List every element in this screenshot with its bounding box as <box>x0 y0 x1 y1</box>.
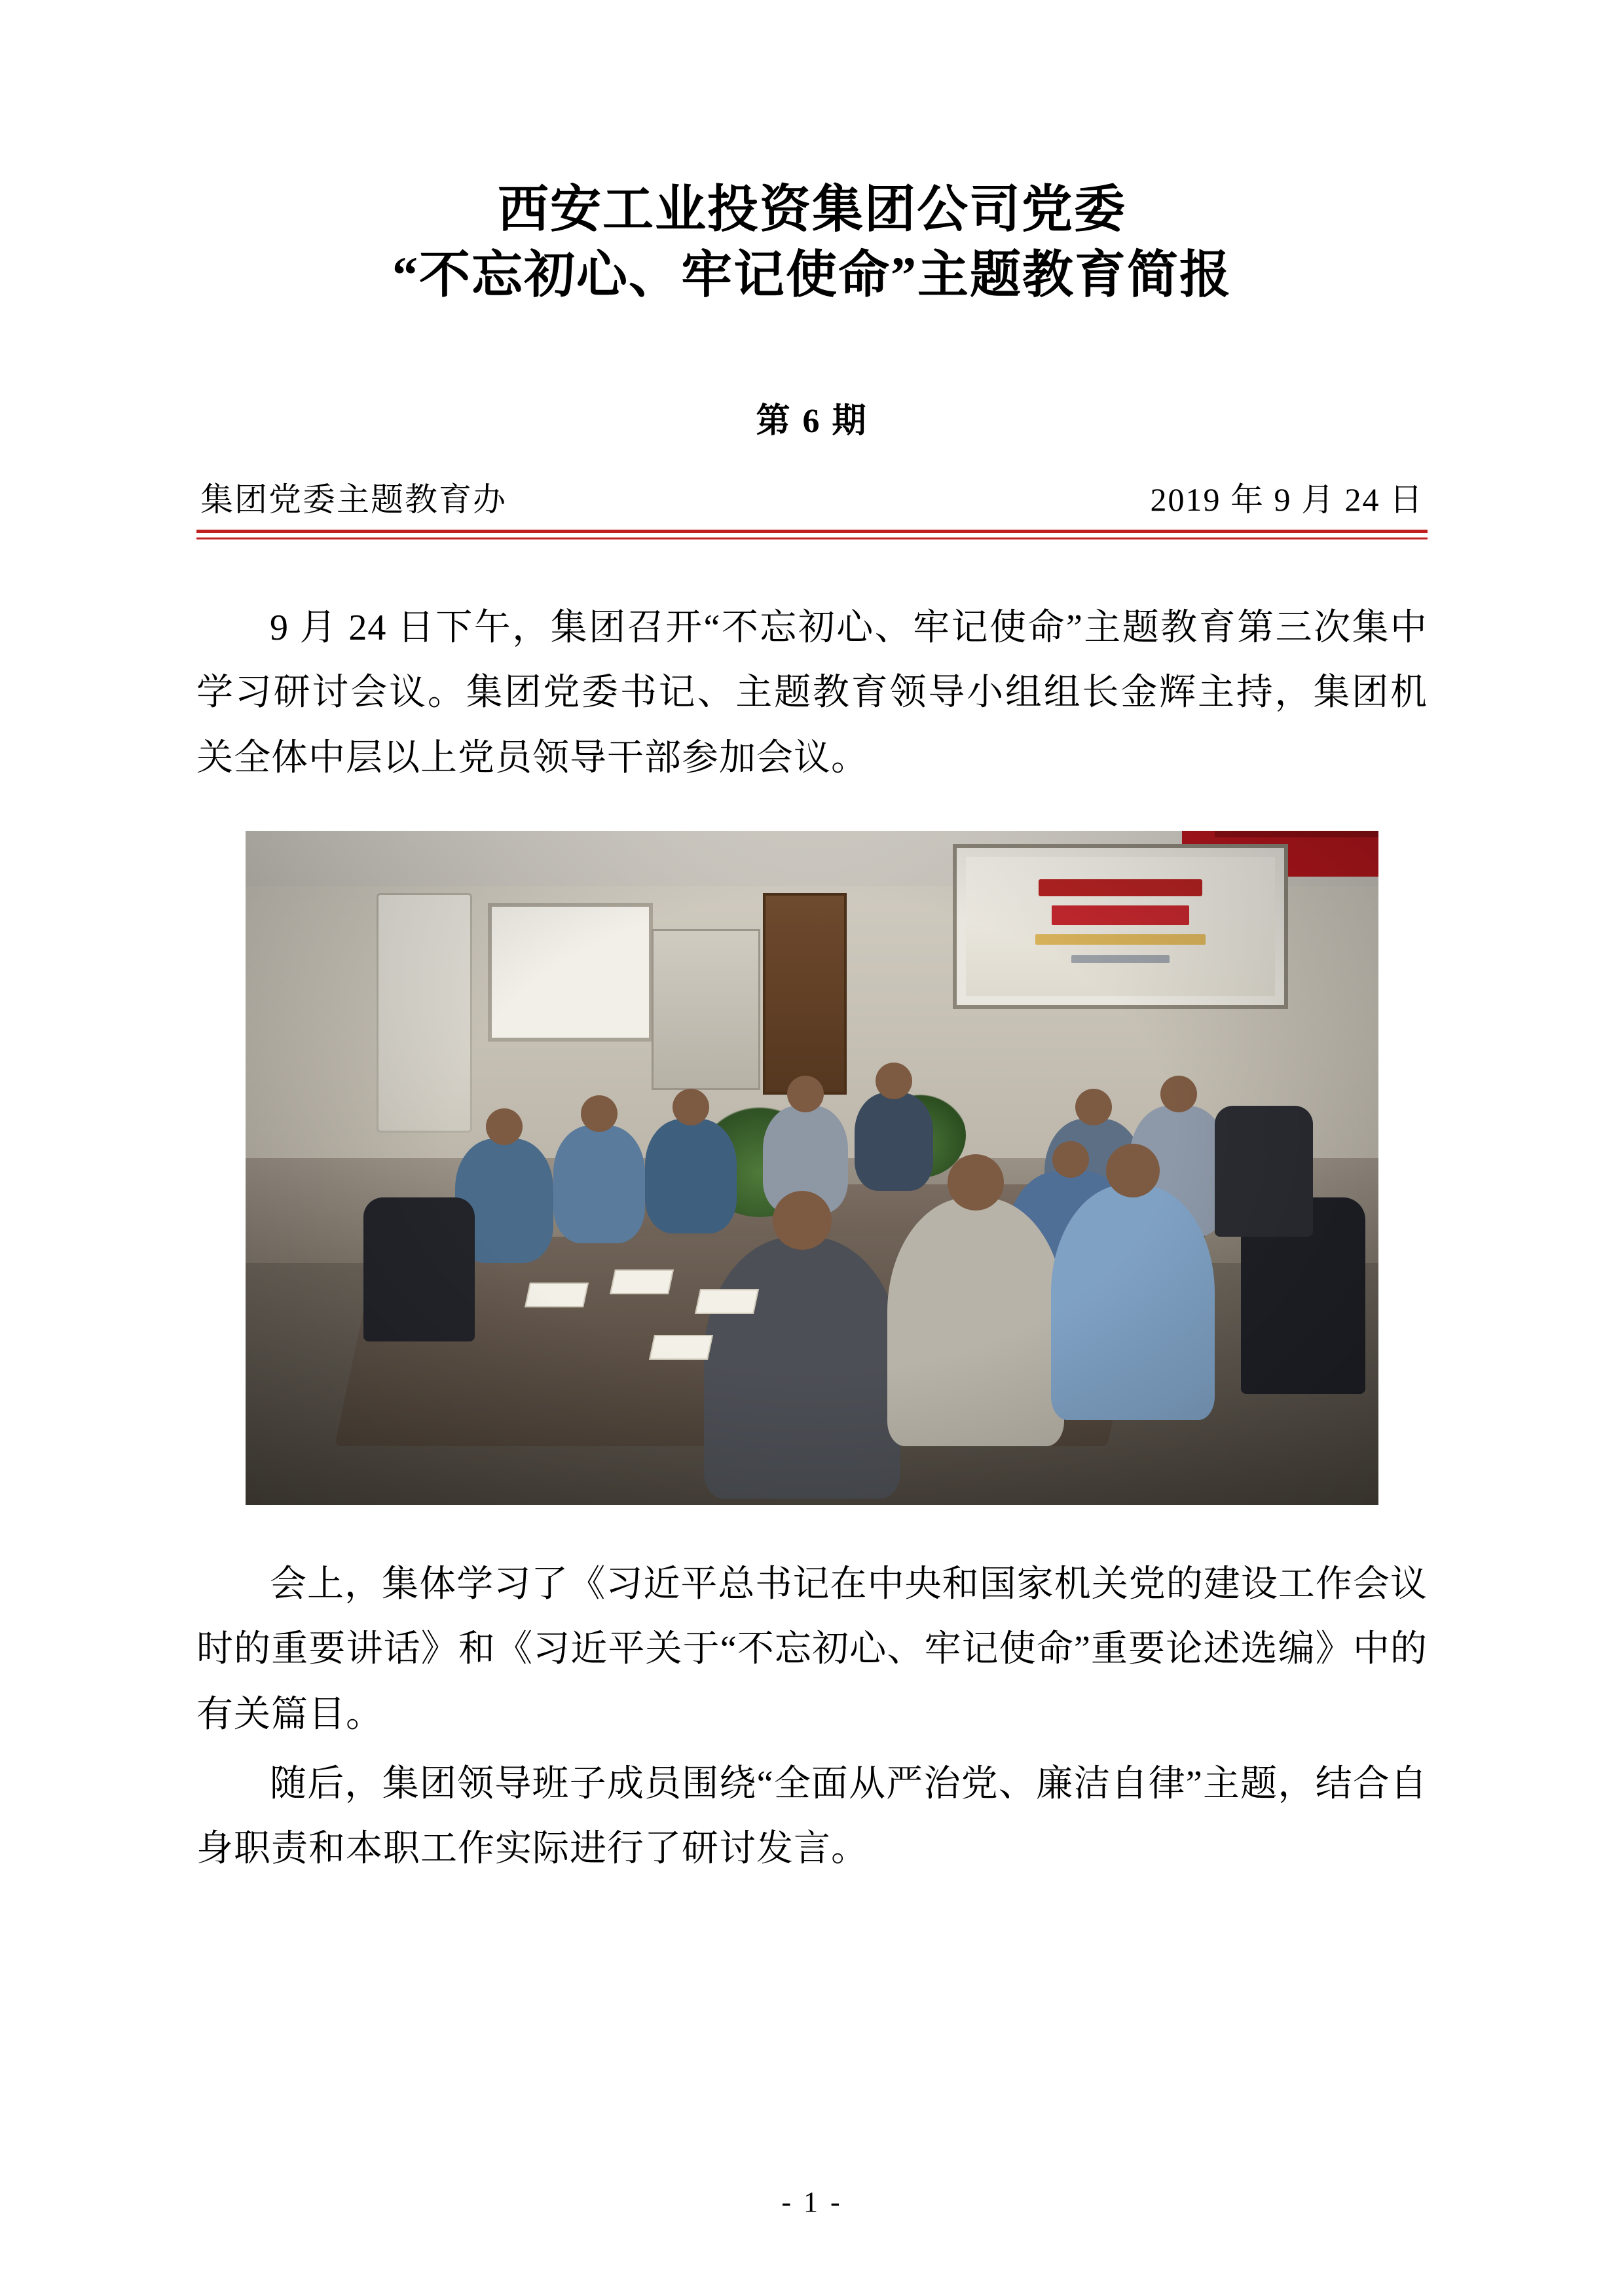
issuer-label: 集团党委主题教育办 <box>200 481 507 518</box>
header-rule <box>196 530 1428 539</box>
photo-vignette <box>246 831 1378 1505</box>
meeting-photo <box>246 831 1378 1505</box>
issue-date: 2019 年 9 月 24 日 <box>1150 481 1424 518</box>
meta-row <box>196 473 1428 530</box>
issue-number: 第 6 期 <box>756 402 868 440</box>
body-text-lower <box>196 1552 1428 1882</box>
paragraph-3: 随后，集团领导班子成员围绕“全面从严治党、廉洁自律”主题，结合自身职责和本职工作实际进行了研讨发言。 <box>196 1763 1428 1870</box>
rule-thin <box>196 538 1428 539</box>
photo-scene <box>246 831 1378 1505</box>
rule-gap <box>196 533 1428 538</box>
body-text <box>196 596 1428 792</box>
paragraph-1: 9 月 24 日下午，集团召开“不忘初心、牢记使命”主题教育第三次集中学习研讨会议。集团党委书记、主题教育领导小组组长金辉主持，集团机关全体中层以上党员领导干部参加会议。 <box>196 607 1428 778</box>
paragraph-2: 会上，集体学习了《习近平总书记在中央和国家机关党的建设工作会议时的重要讲话》和《习近平关于“不忘初心、牢记使命”重要论述选编》中的有关篇目。 <box>196 1563 1428 1736</box>
masthead-line-2: “不忘初心、牢记使命”主题教育简报 <box>392 246 1232 303</box>
masthead-line-1: 西安工业投资集团公司党委 <box>497 181 1126 238</box>
page-number: - 1 - <box>781 2186 843 2218</box>
page-title <box>196 177 1428 308</box>
